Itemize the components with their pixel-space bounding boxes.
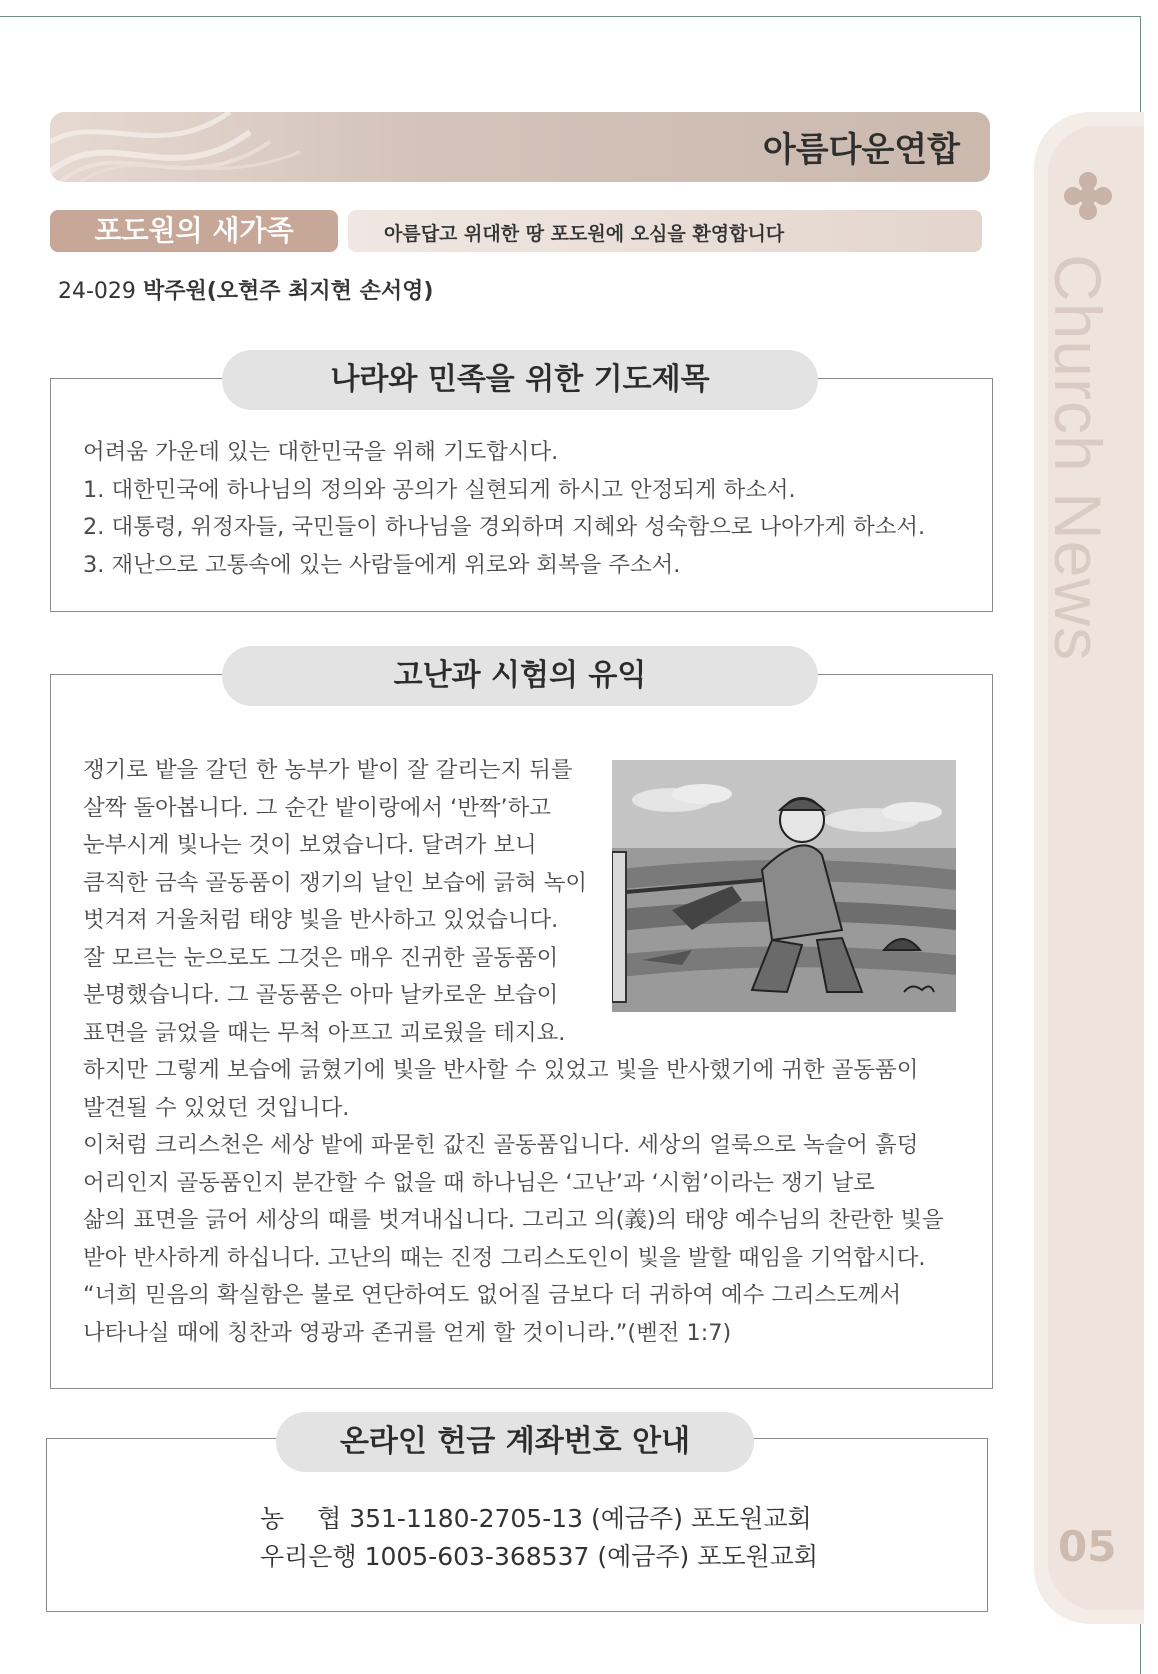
- article-line: “너희 믿음의 확실함은 불로 연단하여도 없어질 금보다 더 귀하여 예수 그리스도께서: [83, 1282, 902, 1308]
- prayer-line: 3. 재난으로 고통속에 있는 사람들에게 위로와 회복을 주소서.: [83, 551, 681, 578]
- entry-number: 24-029: [58, 279, 136, 304]
- prayer-line: 2. 대통령, 위정자들, 국민들이 하나님을 경외하며 지혜와 성숙함으로 나아가게 하소서.: [83, 514, 926, 540]
- article-full-text: [83, 1052, 944, 1352]
- header-title: 아름다운연합: [762, 130, 960, 170]
- article-wrap-text: [83, 752, 587, 1052]
- new-family-label: 포도원의 새가족: [50, 210, 338, 252]
- article-line: 잘 모르는 눈으로도 그것은 매우 진귀한 골동품이: [83, 944, 559, 971]
- article-line: 벗겨져 거울처럼 태양 빛을 반사하고 있었습니다.: [83, 907, 559, 933]
- article-line: 쟁기로 밭을 갈던 한 농부가 밭이 잘 갈리는지 뒤를: [83, 757, 573, 783]
- article-line: 분명했습니다. 그 골동품은 아마 날카로운 보습이: [83, 982, 559, 1008]
- account-bank: 농 협: [260, 1504, 342, 1533]
- church-news-label: Church News: [1041, 254, 1115, 662]
- article-line: 어리인지 골동품인지 분간할 수 없을 때 하나님은 ‘고난’과 ‘시험’이라는 쟁기 날로: [83, 1169, 875, 1196]
- article-line: 삶의 표면을 긁어 세상의 때를 벗겨내십니다. 그리고 의(義)의 태양 예수님의 찬란한 빛을: [83, 1207, 944, 1233]
- prayer-line: 1. 대한민국에 하나님의 정의와 공의가 실현되게 하시고 안정되게 하소서.: [83, 476, 796, 503]
- decorative-swirl: [50, 112, 310, 182]
- welcome-text: 아름답고 위대한 땅 포도원에 오심을 환영합니다: [384, 223, 785, 245]
- clover-cross-icon: [1062, 170, 1114, 222]
- article-line: 표면을 긁었을 때는 무척 아프고 괴로웠을 테지요.: [83, 1019, 566, 1046]
- article-line: 하지만 그렇게 보습에 긁혔기에 빛을 반사할 수 있었고 빛을 반사했기에 귀한 골동품이: [83, 1057, 919, 1083]
- welcome-banner: [348, 210, 982, 252]
- header-band: [50, 112, 990, 182]
- prayer-text: [83, 434, 925, 584]
- offering-title: 온라인 헌금 계좌번호 안내: [276, 1412, 754, 1472]
- article-line: 이처럼 크리스천은 세상 밭에 파묻힌 값진 골동품입니다. 세상의 얼룩으로 녹슬어 흙덩: [83, 1132, 919, 1158]
- article-line: 눈부시게 빛나는 것이 보였습니다. 달려가 보니: [83, 832, 537, 858]
- account-number: 1005-603-368537 (예금주) 포도원교회: [364, 1542, 818, 1571]
- article-line: 살짝 돌아봅니다. 그 순간 밭이랑에서 ‘반짝’하고: [83, 794, 551, 821]
- farmer-plowing-illustration: [612, 760, 956, 1012]
- account-bank: 우리은행: [260, 1542, 357, 1571]
- prayer-line: 어려움 가운데 있는 대한민국을 위해 기도합시다.: [83, 439, 559, 465]
- article-line: 큼직한 금속 골동품이 쟁기의 날인 보습에 긁혀 녹이: [83, 869, 588, 896]
- article-line: 받아 반사하게 하십니다. 고난의 때는 진정 그리스도인이 빛을 발할 때임을 기억합시다.: [83, 1244, 926, 1271]
- prayer-title: 나라와 민족을 위한 기도제목: [222, 350, 818, 410]
- page-number: 05: [1058, 1522, 1117, 1571]
- article-line: 발견될 수 있었던 것입니다.: [83, 1094, 350, 1121]
- new-family-entry: [58, 274, 433, 305]
- account-row: [260, 1538, 818, 1576]
- page-frame-top: [0, 16, 1140, 17]
- entry-names: 박주원(오현주 최지현 손서영): [142, 279, 434, 304]
- account-row: [260, 1500, 812, 1538]
- article-title: 고난과 시험의 유익: [222, 646, 818, 706]
- account-number: 351-1180-2705-13 (예금주) 포도원교회: [349, 1504, 812, 1533]
- article-line: 나타나실 때에 칭찬과 영광과 존귀를 얻게 할 것이니라.”(벧전 1:7): [83, 1319, 732, 1346]
